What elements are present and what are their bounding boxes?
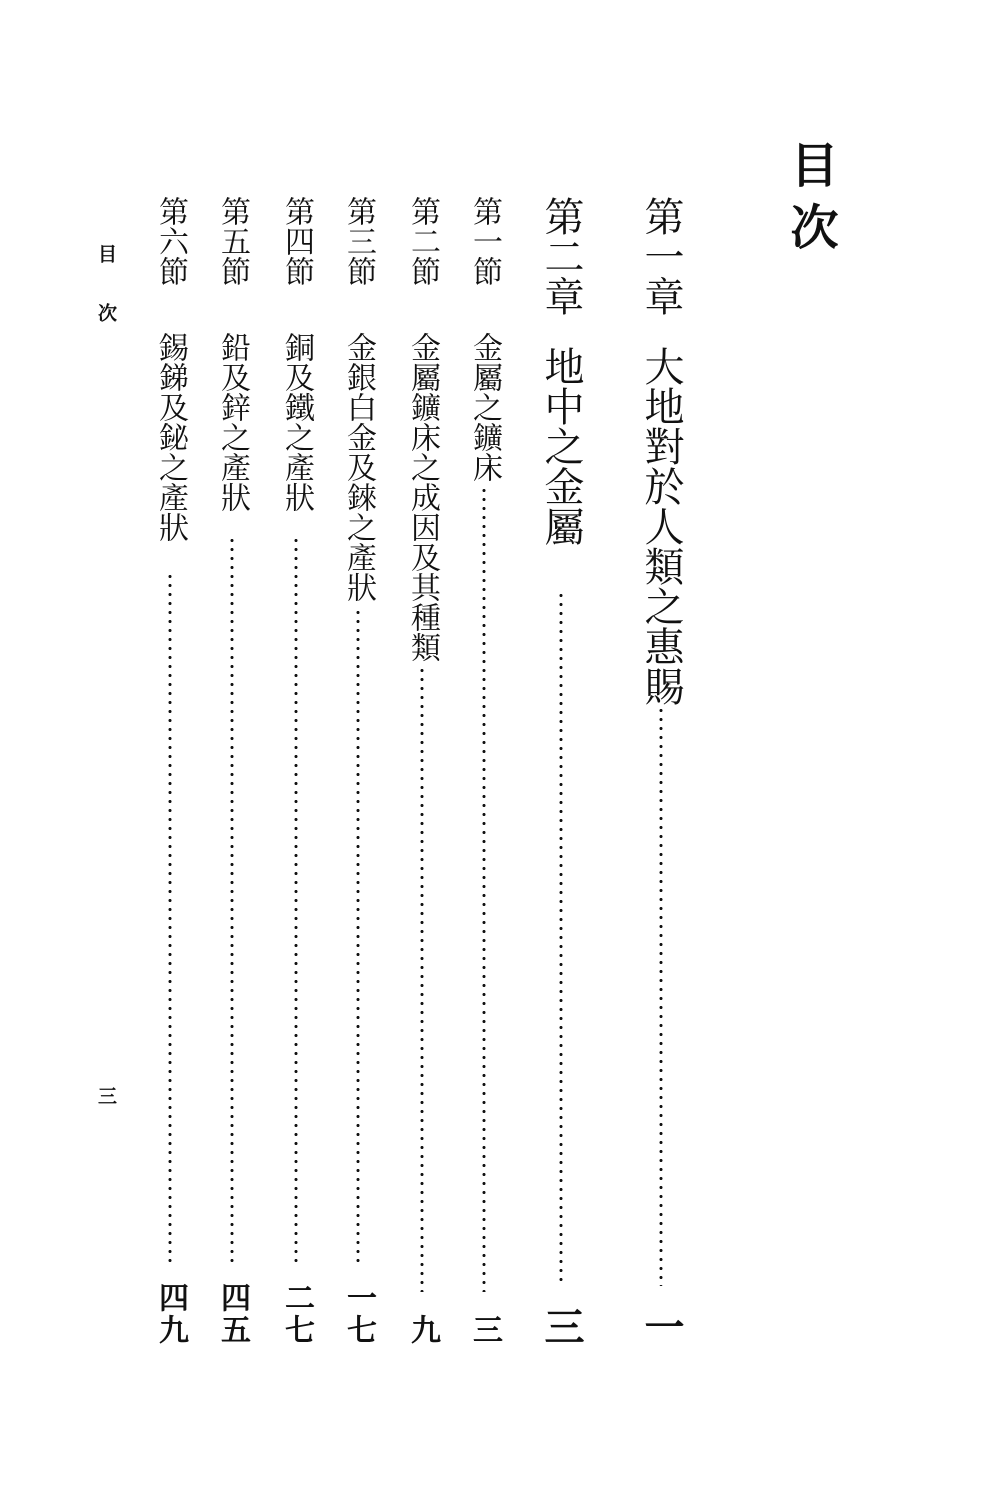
toc-section-1 [466, 196, 502, 1346]
section-label: 第二節 [405, 196, 440, 286]
chapter-label: 第一章 [638, 196, 684, 316]
section-title: 金銀白金及錸之產狀 [341, 332, 376, 602]
toc-section-4 [278, 196, 314, 1346]
toc-chapter-2 [537, 196, 585, 1346]
chapter-page-number: 三 [538, 1306, 585, 1346]
running-header: 目次 [95, 244, 117, 362]
section-title: 銅及鐵之產狀 [279, 332, 314, 512]
chapter-page-number: 一 [638, 1306, 685, 1346]
section-label: 第四節 [279, 196, 314, 286]
section-page-number: 四九 [153, 1282, 188, 1346]
section-title: 金屬之鑛床 [467, 332, 502, 482]
section-label: 第一節 [467, 196, 502, 286]
dot-leader [356, 608, 360, 1268]
toc-section-3 [340, 196, 376, 1346]
dot-leader [482, 486, 486, 1292]
toc-section-2 [404, 196, 440, 1346]
section-page-number: 二七 [279, 1282, 314, 1346]
toc-section-5 [214, 196, 250, 1346]
section-label: 第三節 [341, 196, 376, 286]
toc-section-6 [152, 196, 188, 1346]
folio-page-number: 三 [95, 1086, 117, 1105]
section-label: 第六節 [153, 196, 188, 286]
dot-leader [294, 536, 298, 1268]
section-page-number: 一七 [341, 1282, 376, 1346]
toc-chapter-1 [637, 196, 685, 1346]
dot-leader [168, 572, 172, 1268]
section-title: 鉛及鋅之產狀 [215, 332, 250, 512]
section-title: 錫銻及鉍之產狀 [153, 332, 188, 542]
dot-leader [420, 666, 424, 1292]
section-title: 金屬鑛床之成因及其種類 [405, 332, 440, 662]
page-title: 目次 [782, 140, 838, 264]
section-page-number: 四五 [215, 1282, 250, 1346]
dot-leader [659, 706, 663, 1286]
chapter-title: 地中之金屬 [538, 346, 584, 546]
chapter-title: 大地對於人類之惠賜 [638, 346, 684, 706]
section-page-number: 九 [405, 1314, 440, 1346]
dot-leader [559, 591, 563, 1286]
section-label: 第五節 [215, 196, 250, 286]
dot-leader [230, 536, 234, 1268]
section-page-number: 三 [467, 1314, 502, 1346]
chapter-label: 第二章 [538, 196, 584, 316]
